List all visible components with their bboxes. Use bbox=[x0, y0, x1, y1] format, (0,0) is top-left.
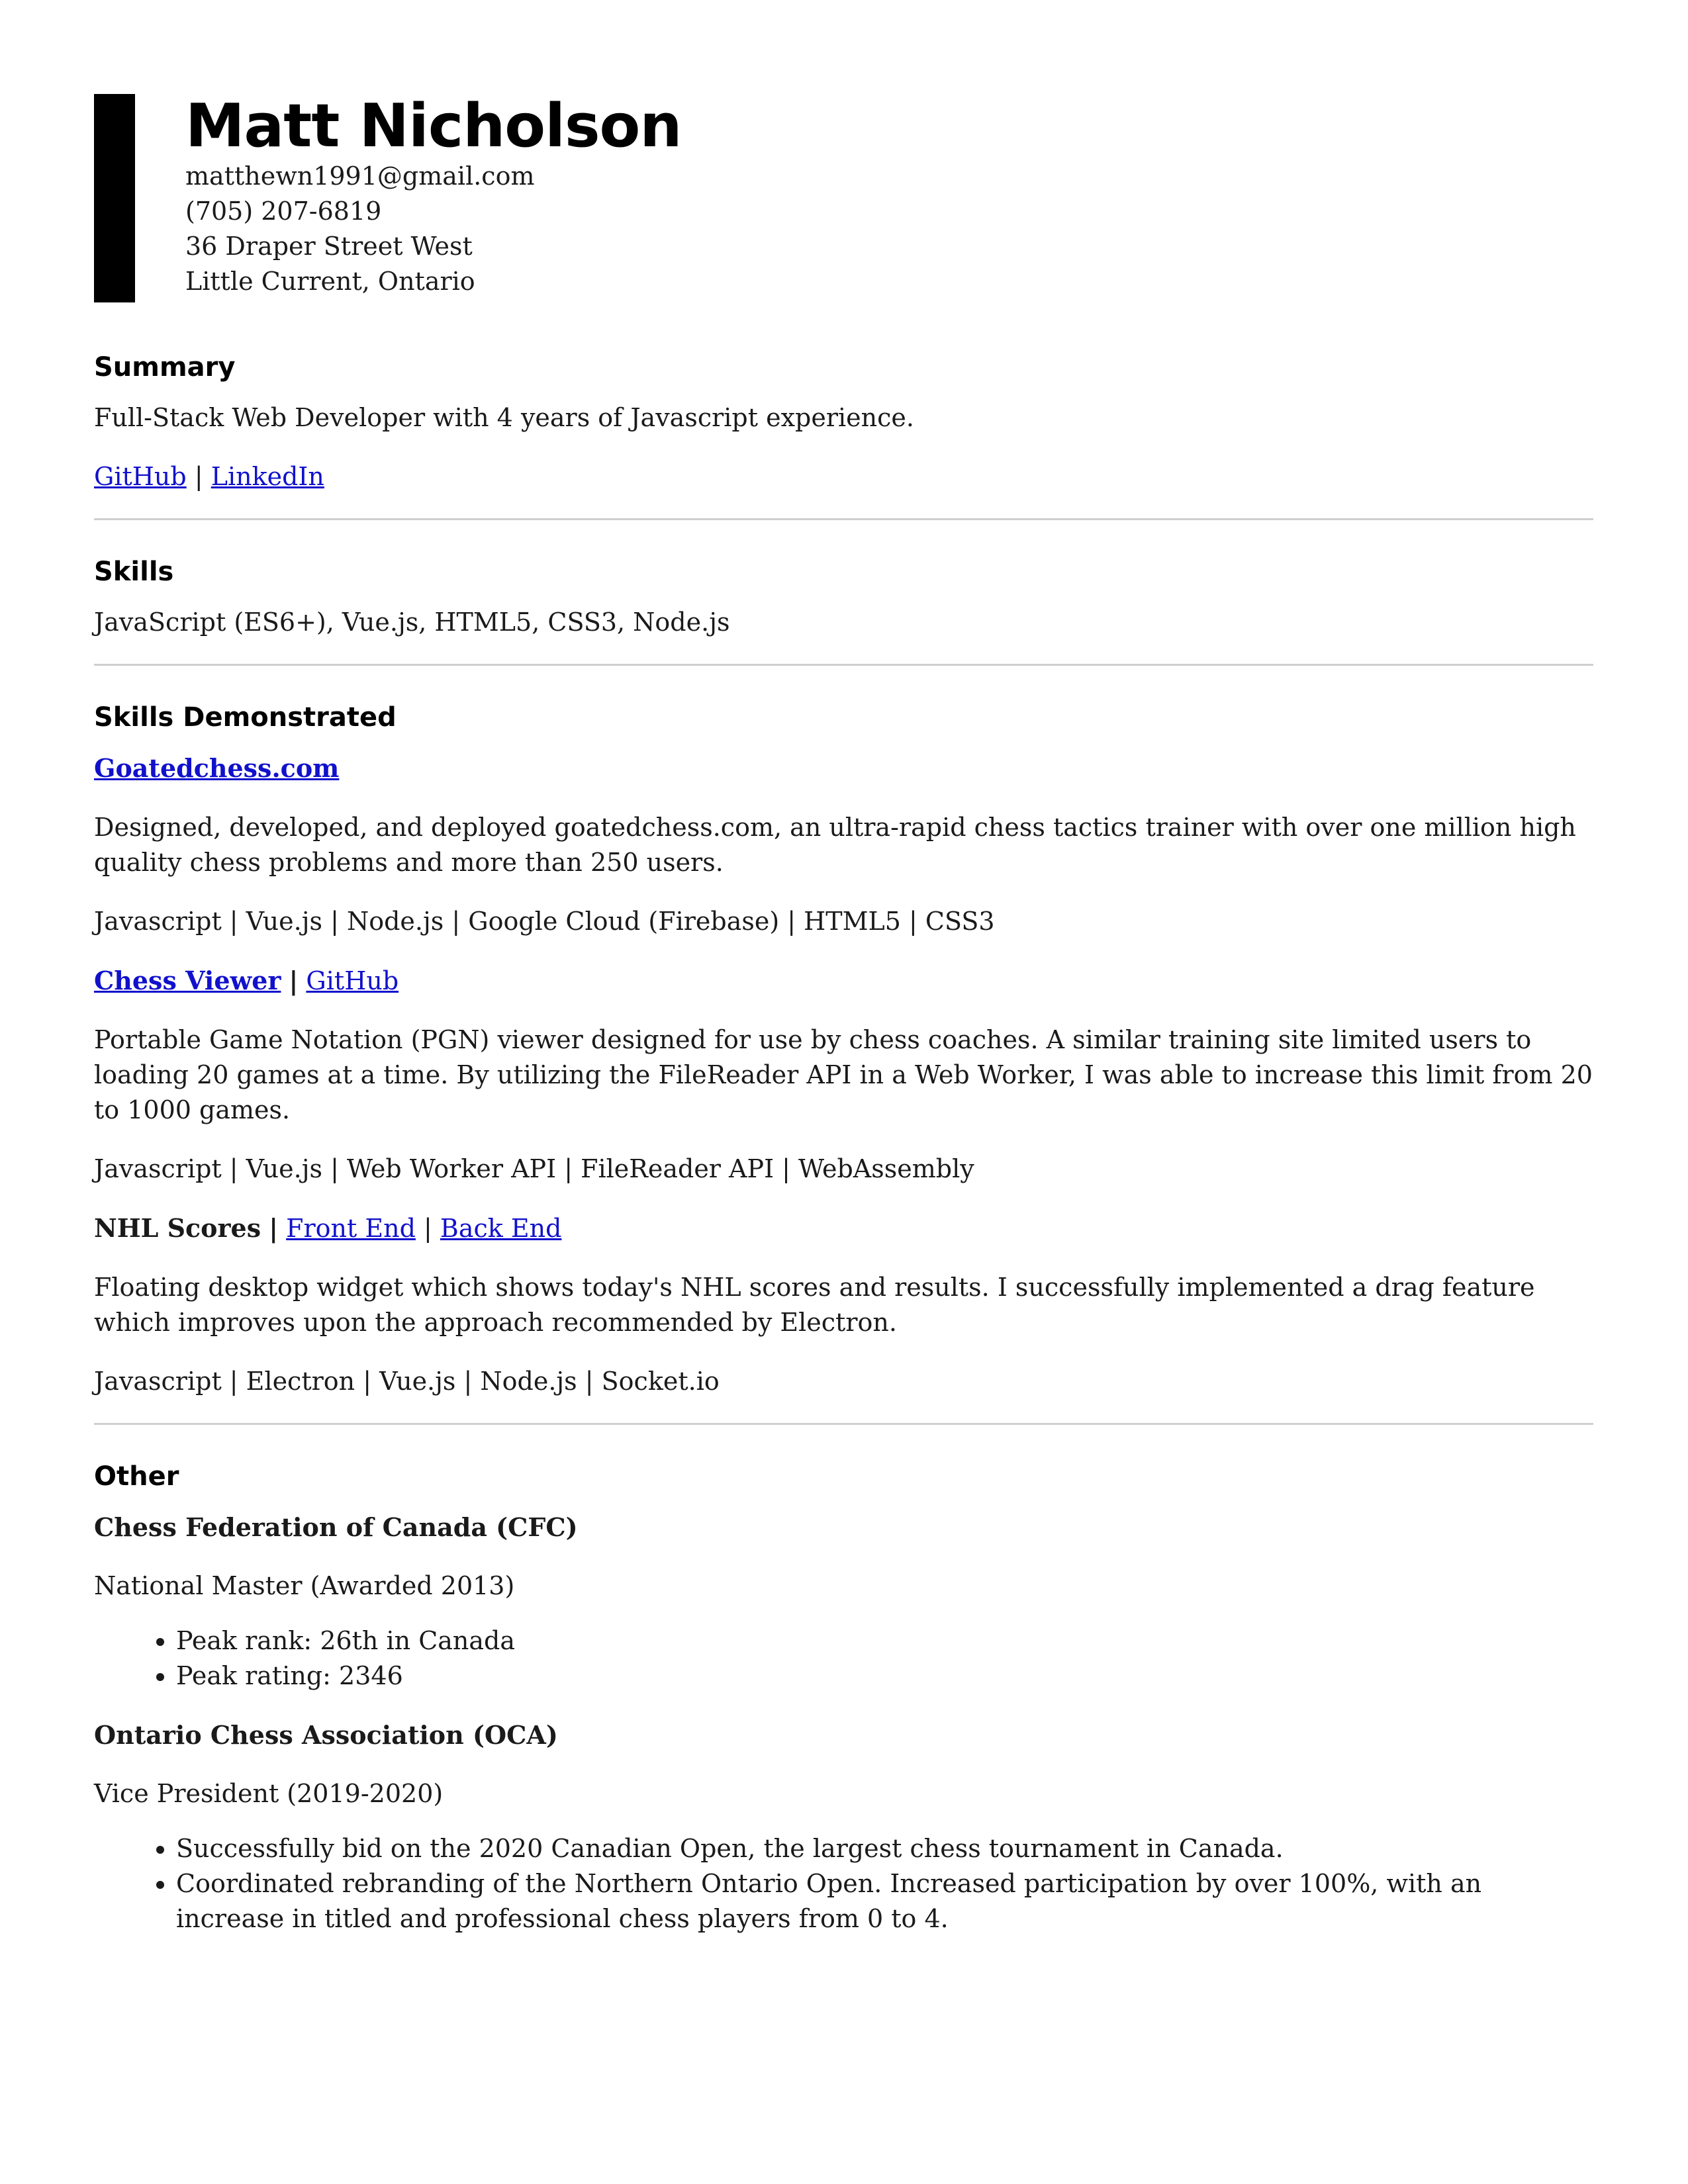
project-description: Floating desktop widget which shows today's NHL scores and results. I successfully implemented a drag feature which improves upon the approach recommended by Electron. bbox=[94, 1273, 1535, 1337]
project-tech-stack: Javascript | Vue.js | Node.js | Google Cloud (Firebase) | HTML5 | CSS3 bbox=[94, 907, 995, 936]
section-divider bbox=[94, 1423, 1593, 1425]
section-divider bbox=[94, 664, 1593, 666]
achievement-list bbox=[94, 1623, 1593, 1694]
project-tech-stack: Javascript | Vue.js | Web Worker API | FileReader API | WebAssembly bbox=[94, 1154, 974, 1183]
project-description: Designed, developed, and deployed goatedchess.com, an ultra-rapid chess tactics trainer with over one million high quality chess problems and more than 250 users. bbox=[94, 813, 1576, 877]
goatedchess-link[interactable]: Goatedchess.com bbox=[94, 753, 340, 783]
linkedin-link[interactable]: LinkedIn bbox=[211, 462, 324, 491]
org-name: Ontario Chess Association (OCA) bbox=[94, 1720, 558, 1750]
org-role: National Master (Awarded 2013) bbox=[94, 1571, 515, 1600]
org-role: Vice President (2019-2020) bbox=[94, 1779, 444, 1808]
skills-section bbox=[94, 553, 1593, 640]
other-section bbox=[94, 1458, 1593, 1936]
project-title-goatedchess bbox=[94, 751, 1593, 786]
link-separator: | bbox=[424, 1214, 432, 1243]
list-item: • Coordinated rebranding of the Northern Ontario Open. Increased participation by over 100%, with an increase in titled and professional chess players from 0 to 4. bbox=[176, 1866, 1593, 1936]
section-divider bbox=[94, 518, 1593, 520]
list-item: • Peak rank: 26th in Canada bbox=[176, 1623, 1593, 1659]
org-name: Chess Federation of Canada (CFC) bbox=[94, 1512, 578, 1542]
contact-email: matthewn1991@gmail.com bbox=[185, 161, 535, 191]
contact-phone: (705) 207-6819 bbox=[185, 197, 382, 226]
resume-page bbox=[94, 91, 1593, 1960]
chess-viewer-github-link[interactable]: GitHub bbox=[306, 966, 399, 995]
back-end-link[interactable]: Back End bbox=[440, 1214, 562, 1243]
front-end-link[interactable]: Front End bbox=[286, 1214, 416, 1243]
skills-text: JavaScript (ES6+), Vue.js, HTML5, CSS3, Node.js bbox=[94, 608, 730, 637]
skills-demonstrated-section bbox=[94, 699, 1593, 1399]
resume-header bbox=[94, 91, 1593, 302]
link-separator: | bbox=[194, 462, 203, 491]
project-title-nhl-scores bbox=[94, 1210, 1593, 1246]
link-separator: | bbox=[269, 1213, 279, 1243]
list-item: • Successfully bid on the 2020 Canadian Open, the largest chess tournament in Canada. bbox=[176, 1831, 1593, 1866]
list-item: • Peak rating: 2346 bbox=[176, 1659, 1593, 1694]
link-separator: | bbox=[289, 966, 299, 995]
summary-links bbox=[94, 459, 1593, 494]
summary-text: Full-Stack Web Developer with 4 years of Javascript experience. bbox=[94, 403, 914, 432]
candidate-name: Matt Nicholson bbox=[185, 91, 682, 161]
project-title-chess-viewer bbox=[94, 963, 1593, 999]
github-link[interactable]: GitHub bbox=[94, 462, 187, 491]
project-tech-stack: Javascript | Electron | Vue.js | Node.js | Socket.io bbox=[94, 1367, 720, 1396]
skills-heading: Skills bbox=[94, 557, 174, 587]
skills-demonstrated-heading: Skills Demonstrated bbox=[94, 702, 397, 733]
header-accent-bar bbox=[94, 94, 135, 302]
summary-heading: Summary bbox=[94, 352, 236, 383]
other-heading: Other bbox=[94, 1461, 179, 1492]
project-description: Portable Game Notation (PGN) viewer designed for use by chess coaches. A similar training site limited users to loading 20 games at a time. By utilizing the FileReader API in a Web Worker, I was able to increase this limit from 20 to 1000 games. bbox=[94, 1025, 1593, 1124]
nhl-scores-title: NHL Scores bbox=[94, 1213, 261, 1243]
chess-viewer-link[interactable]: Chess Viewer bbox=[94, 966, 281, 995]
contact-city: Little Current, Ontario bbox=[185, 267, 475, 296]
contact-street: 36 Draper Street West bbox=[185, 232, 473, 261]
summary-section bbox=[94, 349, 1593, 494]
achievement-list bbox=[94, 1831, 1593, 1936]
